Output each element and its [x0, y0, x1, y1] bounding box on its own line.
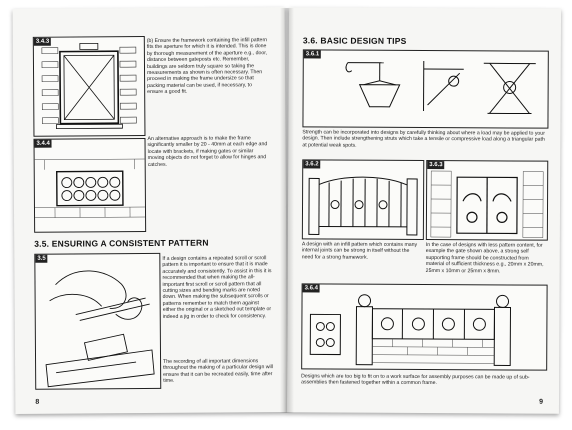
figure-bracket-struts	[302, 49, 548, 128]
left-page	[13, 7, 288, 414]
figure-tag-3-4-3: 3.4.3	[34, 38, 51, 46]
infill-railing-drawing	[303, 160, 423, 239]
page-number-left: 8	[35, 398, 40, 406]
right-page	[287, 7, 561, 413]
left-paragraph-2: An alternative approach is to make the frame significantly smaller by 20 - 40mm at each edge and locate with brackets, if making gates or similar moving objects do not forget to allow for hinges and catches.	[147, 135, 268, 168]
figure-tag-3-6-1: 3.6.1	[304, 50, 321, 58]
figure-scroll-bending	[34, 253, 161, 390]
section-heading-design-tips: 3.6. BASIC DESIGN TIPS	[302, 35, 407, 46]
right-paragraph-2: A design with an infill pattern which contains many internal joints can be strong in itself without the need for a strong framework.	[301, 241, 418, 261]
figure-sub-assembly-wall	[301, 283, 547, 370]
binding-gutter	[280, 8, 294, 413]
window-frame-drawing	[34, 37, 145, 136]
left-paragraph-3: If a design contains a repeated scroll or scroll pattern it is important to ensure that it is made accurately and consistently. To assist in this it is recommended that when making the all-important first scroll or scroll pattern that all cutting sizes and bending marks are noted down. When making the subsequent scrolls or patterns remember to match them against either the original or a sketched out template or indeed a jig in order to check for consistency.	[162, 255, 272, 320]
scroll-bending-drawing	[35, 254, 160, 389]
figure-self-supporting-gate	[426, 160, 548, 241]
figure-tag-3-6-2: 3.6.2	[303, 160, 320, 168]
left-paragraph-4: The recording of all important dimensions throughout the making of a particular design will ensure that it can be recreated easily, time after time.	[163, 358, 273, 385]
figure-window-frame	[33, 36, 146, 137]
figure-infill-railing	[302, 159, 424, 240]
right-paragraph-1: Strength can be incorporated into designs by carefully thinking about where a load may be applied to your design. Then include strengthening struts which take a tensile or compressive load along a triangular path at potential weak spots.	[302, 129, 545, 149]
figure-railing-wall	[33, 138, 146, 233]
right-paragraph-4: Designs which are too big to fit on to a work surface for assembly purposes can be made up of sub-assemblies then fastened together within a common frame.	[301, 373, 530, 387]
self-supporting-gate-drawing	[427, 161, 547, 240]
figure-tag-3-4-4: 3.4.4	[35, 140, 52, 148]
figure-tag-3-6-4: 3.6.4	[303, 284, 320, 292]
bracket-struts-drawing	[303, 50, 547, 127]
booklet-spread	[14, 8, 560, 418]
figure-tag-3-6-3: 3.6.3	[427, 161, 444, 169]
right-paragraph-3: In the case of designs with less pattern content, for example the gate shown above, a strong self supporting frame should be constructed from material of sufficient thickness e.g., 20mm x 20mm, 25mm x 10mm or 25mm x 8mm.	[425, 242, 544, 275]
section-heading-consistent-pattern: 3.5. ENSURING A CONSISTENT PATTERN	[34, 237, 209, 249]
left-paragraph-1: (b) Ensure the framework containing the infill pattern fits the aperture for which it is intended. This is done by thorough measurement of the aperture e.g., door, distance between gateposts etc. Remember, buildings are seldom truly square so taking the measurements as shown is often necessary. Then proceed in making the frame undersize so that packing material can be used, if necessary, to ensure a good fit.	[146, 37, 268, 96]
page-number-right: 9	[539, 398, 544, 406]
figure-tag-3-5: 3.5	[35, 255, 47, 263]
sub-assembly-wall-drawing	[302, 284, 546, 369]
railing-wall-drawing	[35, 139, 146, 232]
